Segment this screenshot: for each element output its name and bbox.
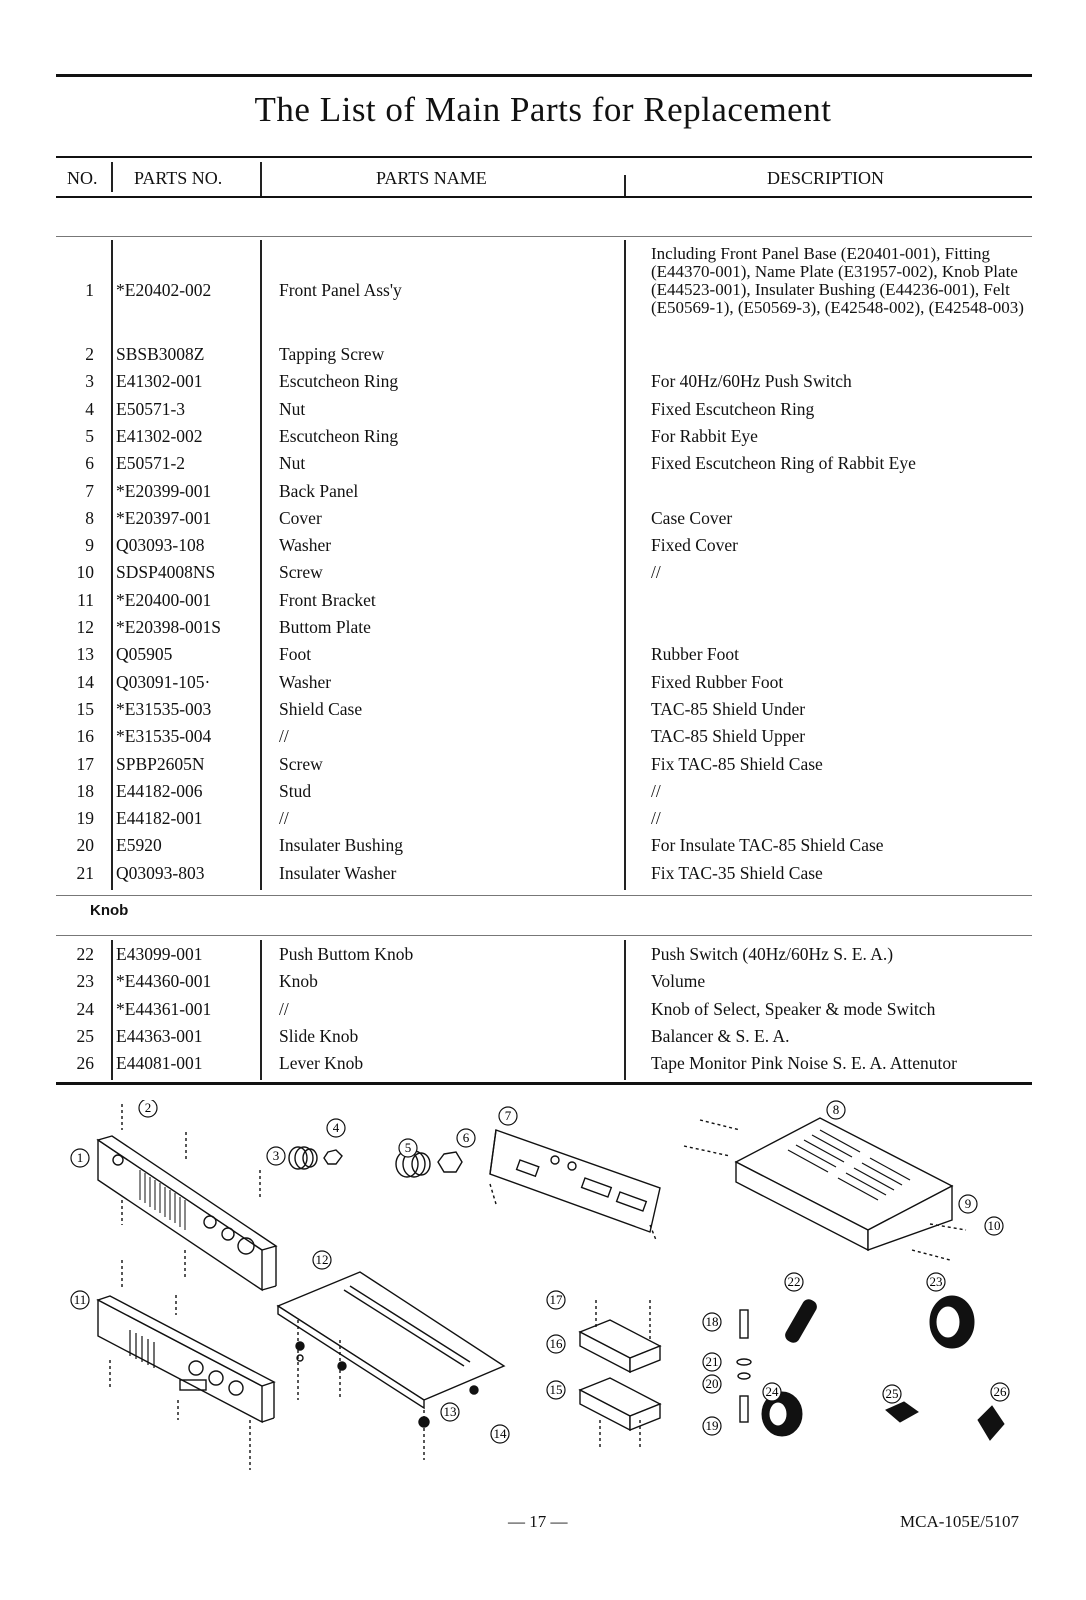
callout-number: 16	[549, 1336, 563, 1351]
row-parts-name: Shield Case	[279, 698, 363, 719]
row-parts-no: E44182-006	[116, 780, 203, 801]
knob-section-rule-top	[56, 895, 1032, 896]
back-panel-drawing	[490, 1130, 660, 1240]
body-divider-3	[624, 240, 626, 890]
callout-24	[763, 1383, 781, 1401]
row-parts-no: *E20397-001	[116, 507, 212, 528]
table-bottom-rule	[56, 1082, 1032, 1085]
row-description: Fixed Cover	[651, 535, 739, 556]
callout-6	[457, 1129, 475, 1147]
callout-number: 8	[832, 1102, 840, 1117]
callout-11	[71, 1291, 89, 1309]
row-no: 23	[76, 971, 94, 992]
callout-26	[991, 1383, 1009, 1401]
row-parts-no: E50571-2	[116, 453, 186, 474]
callout-21	[703, 1353, 721, 1371]
row-no: 3	[85, 371, 94, 392]
callout-number: 20	[705, 1376, 719, 1391]
row-parts-name: Back Panel	[279, 480, 359, 501]
row-parts-no: Q03093-803	[116, 862, 205, 883]
row-description: TAC-85 Shield Under	[651, 698, 806, 719]
row-parts-name: Stud	[279, 780, 312, 801]
row-description: Case Cover	[651, 507, 733, 528]
row-description: For 40Hz/60Hz Push Switch	[651, 371, 852, 392]
row-no: 15	[76, 698, 94, 719]
callout-18	[703, 1313, 721, 1331]
row-description: Knob of Select, Speaker & mode Switch	[651, 998, 936, 1019]
callout-number: 13	[443, 1404, 457, 1419]
row-description: Fixed Escutcheon Ring	[651, 398, 815, 419]
row-description: Volume	[651, 971, 706, 992]
body-divider-1	[111, 240, 113, 890]
row-parts-name: Insulater Washer	[279, 862, 397, 883]
row-parts-no: E5920	[116, 835, 162, 856]
row-parts-name: Front Panel Ass'y	[279, 280, 402, 300]
callout-23	[927, 1273, 945, 1291]
row-parts-no: *E20399-001	[116, 480, 212, 501]
row-parts-no: SDSP4008NS	[116, 562, 216, 583]
knob-divider-3	[624, 940, 626, 1080]
row-no: 26	[76, 1053, 94, 1074]
stud-drawing	[737, 1310, 751, 1422]
shield-cases-drawing	[580, 1300, 660, 1450]
cover-drawing	[684, 1118, 966, 1260]
row-no: 20	[76, 835, 94, 856]
callout-9	[959, 1195, 977, 1213]
callout-4	[327, 1119, 345, 1137]
row-no: 5	[85, 425, 94, 446]
callout-number: 18	[705, 1314, 719, 1329]
row-parts-no: *E20402-002	[116, 280, 212, 300]
callout-25	[883, 1385, 901, 1403]
header-bottom-rule	[56, 196, 1032, 198]
row-parts-no: E41302-001	[116, 371, 203, 392]
front-bracket-drawing	[98, 1260, 274, 1470]
callout-17	[547, 1291, 565, 1309]
callout-10	[985, 1217, 1003, 1235]
row-description: TAC-85 Shield Upper	[651, 726, 806, 747]
row-no: 14	[76, 671, 94, 692]
row-no: 16	[76, 726, 94, 747]
row-no: 10	[76, 562, 94, 583]
row-description: //	[651, 780, 661, 801]
row-parts-name: Buttom Plate	[279, 617, 371, 637]
knobs-drawing	[762, 1296, 1004, 1440]
row-parts-name: Escutcheon Ring	[279, 371, 399, 392]
callout-number: 3	[272, 1148, 280, 1163]
row-parts-name: Tapping Screw	[279, 344, 385, 364]
row-parts-name: Nut	[279, 453, 306, 474]
row-parts-name: Front Bracket	[279, 589, 376, 610]
row-no: 4	[85, 398, 94, 419]
callout-13	[441, 1403, 459, 1421]
row-parts-no: E43099-001	[116, 944, 203, 964]
callout-number: 5	[404, 1140, 412, 1155]
row-no: 6	[85, 453, 94, 474]
callout-number: 2	[144, 1100, 152, 1115]
page-number: — 17 —	[508, 1512, 568, 1531]
callout-1	[71, 1149, 89, 1167]
row-description: For Insulate TAC-85 Shield Case	[651, 835, 884, 856]
callout-number: 4	[332, 1120, 340, 1135]
row-parts-no: *E20400-001	[116, 589, 212, 610]
callout-5	[399, 1139, 417, 1157]
row-parts-name: Escutcheon Ring	[279, 425, 399, 446]
callout-number: 14	[493, 1426, 507, 1441]
callout-number: 23	[929, 1274, 943, 1289]
header-description: DESCRIPTION	[767, 168, 885, 188]
row-parts-name: Washer	[279, 535, 332, 556]
knob-section-rule-bottom	[56, 935, 1032, 936]
callout-number: 6	[462, 1130, 470, 1145]
header-divider-3	[624, 175, 626, 197]
callout-19	[703, 1417, 721, 1435]
model-code: MCA-105E/5107	[900, 1512, 1019, 1531]
callout-number: 26	[993, 1384, 1007, 1399]
row-no: 21	[76, 862, 94, 883]
row-parts-no: *E31535-003	[116, 698, 212, 719]
row-parts-no: SPBP2605N	[116, 753, 205, 774]
row-parts-name: Screw	[279, 753, 323, 774]
row-description: Balancer & S. E. A.	[651, 1025, 790, 1046]
callout-number: 7	[504, 1108, 512, 1123]
row-parts-name: Foot	[279, 644, 312, 665]
row-no: 18	[76, 780, 94, 801]
row-parts-no: Q03093-108	[116, 535, 205, 556]
row-parts-no: E41302-002	[116, 425, 203, 446]
row-parts-no: Q05905	[116, 644, 173, 665]
callout-number: 25	[885, 1386, 899, 1401]
row-no: 13	[76, 644, 94, 665]
row-parts-no: E44363-001	[116, 1025, 203, 1046]
row-parts-name: Slide Knob	[279, 1025, 359, 1046]
header-parts-name: PARTS NAME	[376, 168, 487, 188]
callout-8	[827, 1101, 845, 1119]
callout-7	[499, 1107, 517, 1125]
callout-number: 17	[549, 1292, 563, 1307]
row-description: Push Switch (40Hz/60Hz S. E. A.)	[651, 944, 894, 964]
callout-number: 19	[705, 1418, 719, 1433]
knob-divider-1	[111, 940, 113, 1080]
row-parts-name: Push Buttom Knob	[279, 944, 414, 964]
callout-20	[703, 1375, 721, 1393]
callout-number: 22	[787, 1274, 801, 1289]
row-description: //	[651, 808, 661, 829]
callout-16	[547, 1335, 565, 1353]
row-description: Tape Monitor Pink Noise S. E. A. Attenutor	[651, 1053, 957, 1074]
header-divider-2	[260, 162, 262, 196]
row-parts-name: Lever Knob	[279, 1053, 364, 1074]
row-description: Fix TAC-35 Shield Case	[651, 862, 823, 883]
row-parts-no: SBSB3008Z	[116, 344, 205, 364]
callout-number: 9	[964, 1196, 972, 1211]
row-parts-name: Washer	[279, 671, 332, 692]
callout-3	[267, 1147, 285, 1165]
callout-number: 10	[987, 1218, 1001, 1233]
row-parts-no: *E44361-001	[116, 998, 212, 1019]
row-parts-name: Insulater Bushing	[279, 835, 403, 856]
callout-number: 21	[705, 1354, 719, 1369]
row-no: 12	[76, 617, 94, 637]
escutcheon-rings-drawing	[289, 1147, 462, 1177]
row-no: 17	[76, 753, 94, 774]
callout-12	[313, 1251, 331, 1269]
row-parts-no: E44081-001	[116, 1053, 203, 1074]
top-rule	[56, 74, 1032, 77]
callout-number: 11	[73, 1292, 87, 1307]
row-no: 2	[85, 344, 94, 364]
callout-15	[547, 1381, 565, 1399]
body-divider-2	[260, 240, 262, 890]
row-no: 25	[76, 1025, 94, 1046]
row-description: Rubber Foot	[651, 644, 739, 665]
row-no: 22	[76, 944, 94, 964]
row-no: 11	[77, 589, 94, 610]
row-description: Fixed Rubber Foot	[651, 671, 784, 692]
callout-number: 15	[549, 1382, 563, 1397]
row-description: Including Front Panel Base (E20401-001), Fitting (E44370-001), Name Plate (E31957-002), Knob Plate (E44523-001), Insulater Bushing (E44236-001), Felt (E50569-1), (E50569-3), (E42548-002), (E42548-003)	[651, 244, 1024, 317]
exploded-parts-diagram	[0, 1100, 1086, 1500]
page-title: The List of Main Parts for Replacement	[254, 90, 832, 129]
callout-number: 12	[315, 1252, 329, 1267]
front-panel-drawing	[98, 1104, 276, 1290]
callout-number: 1	[76, 1150, 84, 1165]
row-parts-name: //	[279, 808, 289, 829]
row-parts-name: //	[279, 726, 289, 747]
header-no: NO.	[67, 168, 98, 188]
row-parts-no: *E44360-001	[116, 971, 212, 992]
callout-14	[491, 1425, 509, 1443]
row-parts-name: Nut	[279, 398, 306, 419]
row-no: 7	[85, 480, 94, 501]
row-parts-name: Knob	[279, 971, 318, 992]
callout-22	[785, 1273, 803, 1291]
row-description: For Rabbit Eye	[651, 425, 758, 446]
row-parts-no: *E20398-001S	[116, 617, 221, 637]
row-description: Fix TAC-85 Shield Case	[651, 753, 823, 774]
row-parts-name: //	[279, 998, 289, 1019]
knob-section-label: Knob	[90, 902, 129, 919]
row-parts-no: E50571-3	[116, 398, 186, 419]
row-parts-name: Cover	[279, 507, 322, 528]
row-description: Fixed Escutcheon Ring of Rabbit Eye	[651, 453, 916, 474]
callout-2	[139, 1100, 157, 1117]
header-divider-1	[111, 162, 113, 192]
row-no: 24	[76, 998, 94, 1019]
section-rule-1	[56, 236, 1032, 237]
row-parts-name: Screw	[279, 562, 323, 583]
knob-divider-2	[260, 940, 262, 1080]
row-no: 1	[85, 280, 94, 300]
header-parts-no: PARTS NO.	[134, 168, 223, 188]
bottom-plate-drawing	[278, 1272, 504, 1460]
row-no: 8	[85, 507, 94, 528]
row-no: 19	[76, 808, 94, 829]
row-parts-no: *E31535-004	[116, 726, 212, 747]
callout-number: 24	[765, 1384, 779, 1399]
row-parts-no: E44182-001	[116, 808, 203, 829]
row-parts-no: Q03091-105·	[116, 671, 211, 692]
row-no: 9	[85, 535, 94, 556]
row-description: //	[651, 562, 661, 583]
